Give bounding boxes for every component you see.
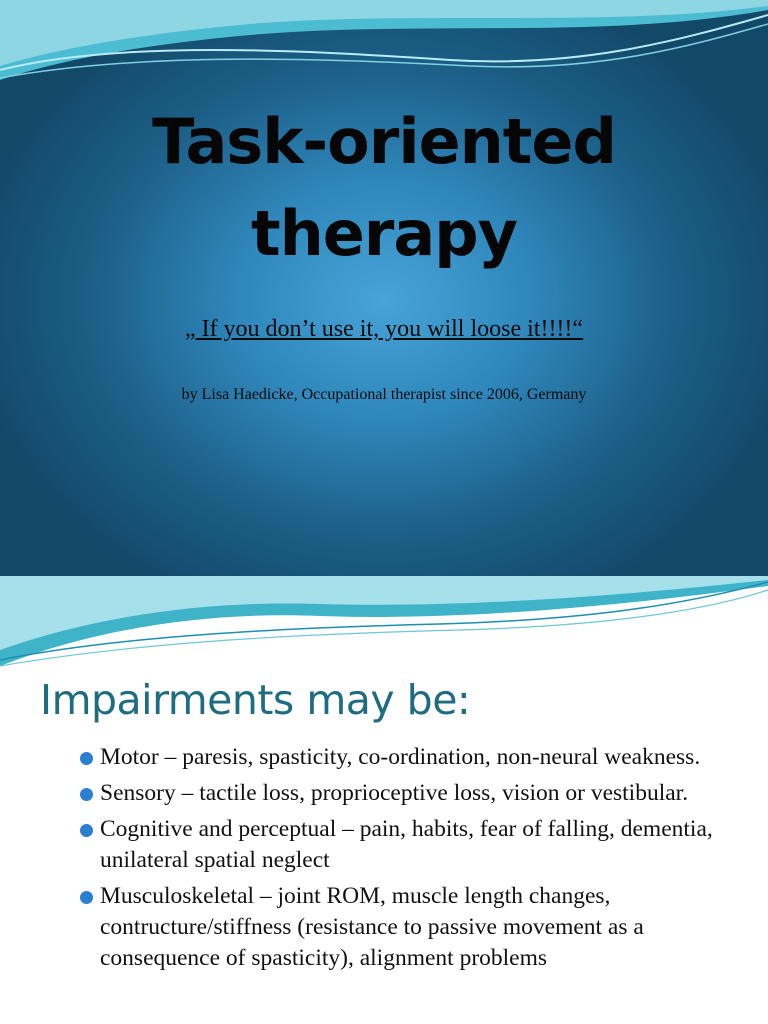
title-line-2: therapy [250,197,518,270]
author-byline: by Lisa Haedicke, Occupational therapist since 2006, Germany [181,386,587,403]
slide-title [0,96,768,280]
slide-subtitle-quote: „ If you don’t use it, you will loose it!!!!“ [184,316,584,342]
list-item-text: Sensory – tactile loss, proprioceptive loss, vision or vestibular. [100,780,689,806]
list-item [78,778,738,809]
list-item-text: Cognitive and perceptual – pain, habits, fear of falling, dementia, unilateral spatial neglect [100,816,713,873]
bullet-icon [80,824,93,837]
list-item [78,814,738,876]
content-slide [0,576,768,1024]
bullet-icon [80,891,93,904]
decorative-wave-header [0,576,768,676]
list-item [78,881,738,974]
slide-heading: Impairments may be: [40,676,471,724]
bullet-icon [80,788,93,801]
title-line-1: Task-oriented [152,105,616,178]
bullet-icon [80,752,93,765]
list-item [78,742,738,773]
decorative-wave-header [0,0,768,100]
impairments-list [78,742,738,979]
list-item-text: Motor – paresis, spasticity, co-ordination, non-neural weakness. [100,744,701,770]
list-item-text: Musculoskeletal – joint ROM, muscle length changes, contructure/stiffness (resistance to passive movement as a consequence of spasticity), alignment problems [100,883,644,971]
